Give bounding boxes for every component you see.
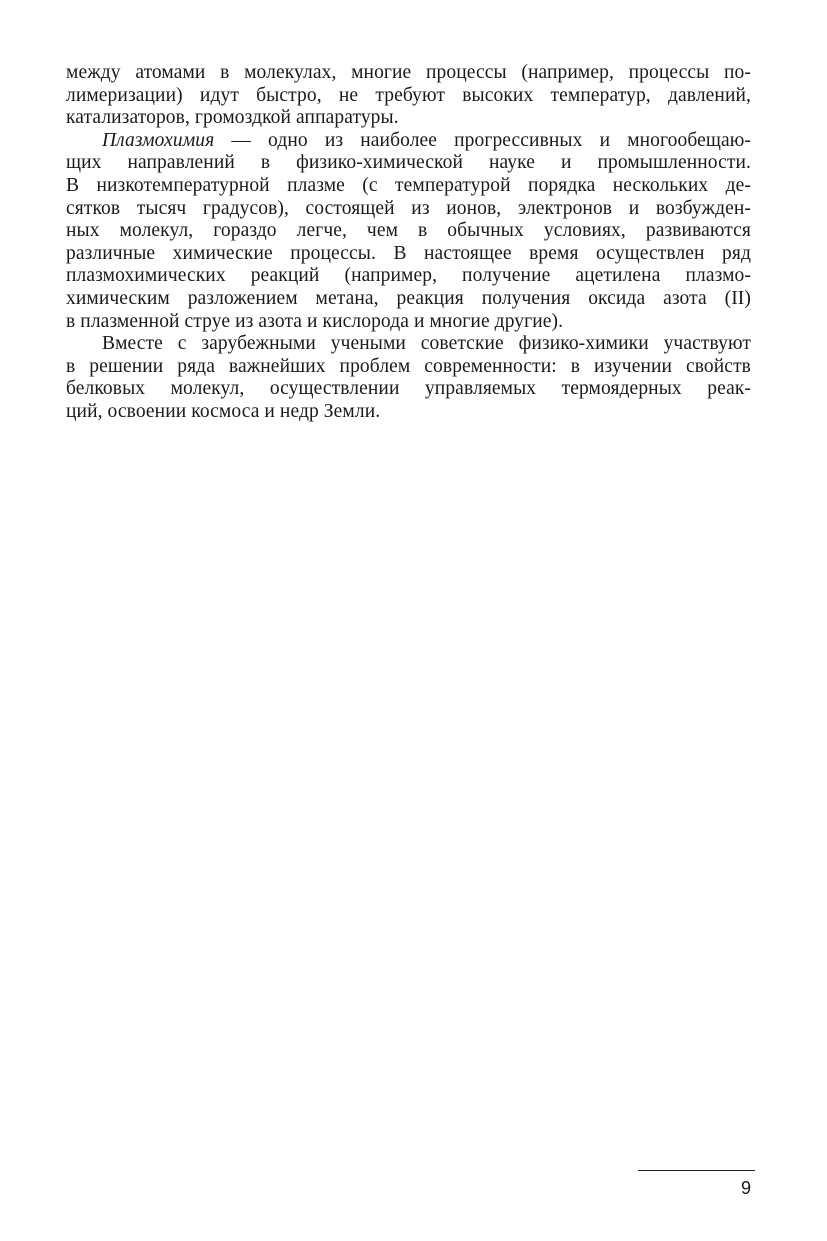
text-line: в плазменной струе из азота и кислорода и многие другие). <box>66 310 564 332</box>
text-line: лимеризации) идут быстро, не требуют высоких температур, давлений, <box>66 84 751 106</box>
text-line <box>66 130 751 153</box>
text-line: ных молекул, гораздо легче, чем в обычных условиях, развиваются <box>66 220 751 242</box>
text-line: плазмохимических реакций (например, получение ацетилена плазмо- <box>66 265 751 287</box>
paragraph-1 <box>66 62 751 130</box>
text-line: катализаторов, громоздкой аппаратуры. <box>66 107 399 129</box>
text-line: ций, освоении космоса и недр Земли. <box>66 400 381 422</box>
text-line: Вместе с зарубежными учеными советские физико-химики участвуют <box>102 333 751 355</box>
page-body <box>66 62 751 424</box>
text-line: между атомами в молекулах, многие процессы (например, процессы по- <box>66 62 751 83</box>
text-line: В низкотемпературной плазме (с температурой порядка нескольких де- <box>66 174 751 196</box>
text-line: различные химические процессы. В настоящее время осуществлен ряд <box>66 242 751 264</box>
text-line: в решении ряда важнейших проблем современности: в изучении свойств <box>66 355 751 377</box>
footer-rule <box>638 1170 755 1171</box>
text-line: белковых молекул, осуществлении управляемых термоядерных реак- <box>66 378 751 400</box>
page-number: 9 <box>741 1178 752 1198</box>
text-line: сятков тысяч градусов), состоящей из ионов, электронов и возбужден- <box>66 197 751 219</box>
text-line: химическим разложением метана, реакция получения оксида азота (II) <box>66 287 751 309</box>
term-plasmochemistry: Плазмохимия <box>102 129 215 151</box>
paragraph-3 <box>66 333 751 423</box>
text-line: щих направлений в физико-химической науке и промышленности. <box>66 152 751 174</box>
paragraph-2 <box>66 130 751 333</box>
text-fragment: — одно из наиболее прогрессивных и многообещаю- <box>214 129 751 151</box>
